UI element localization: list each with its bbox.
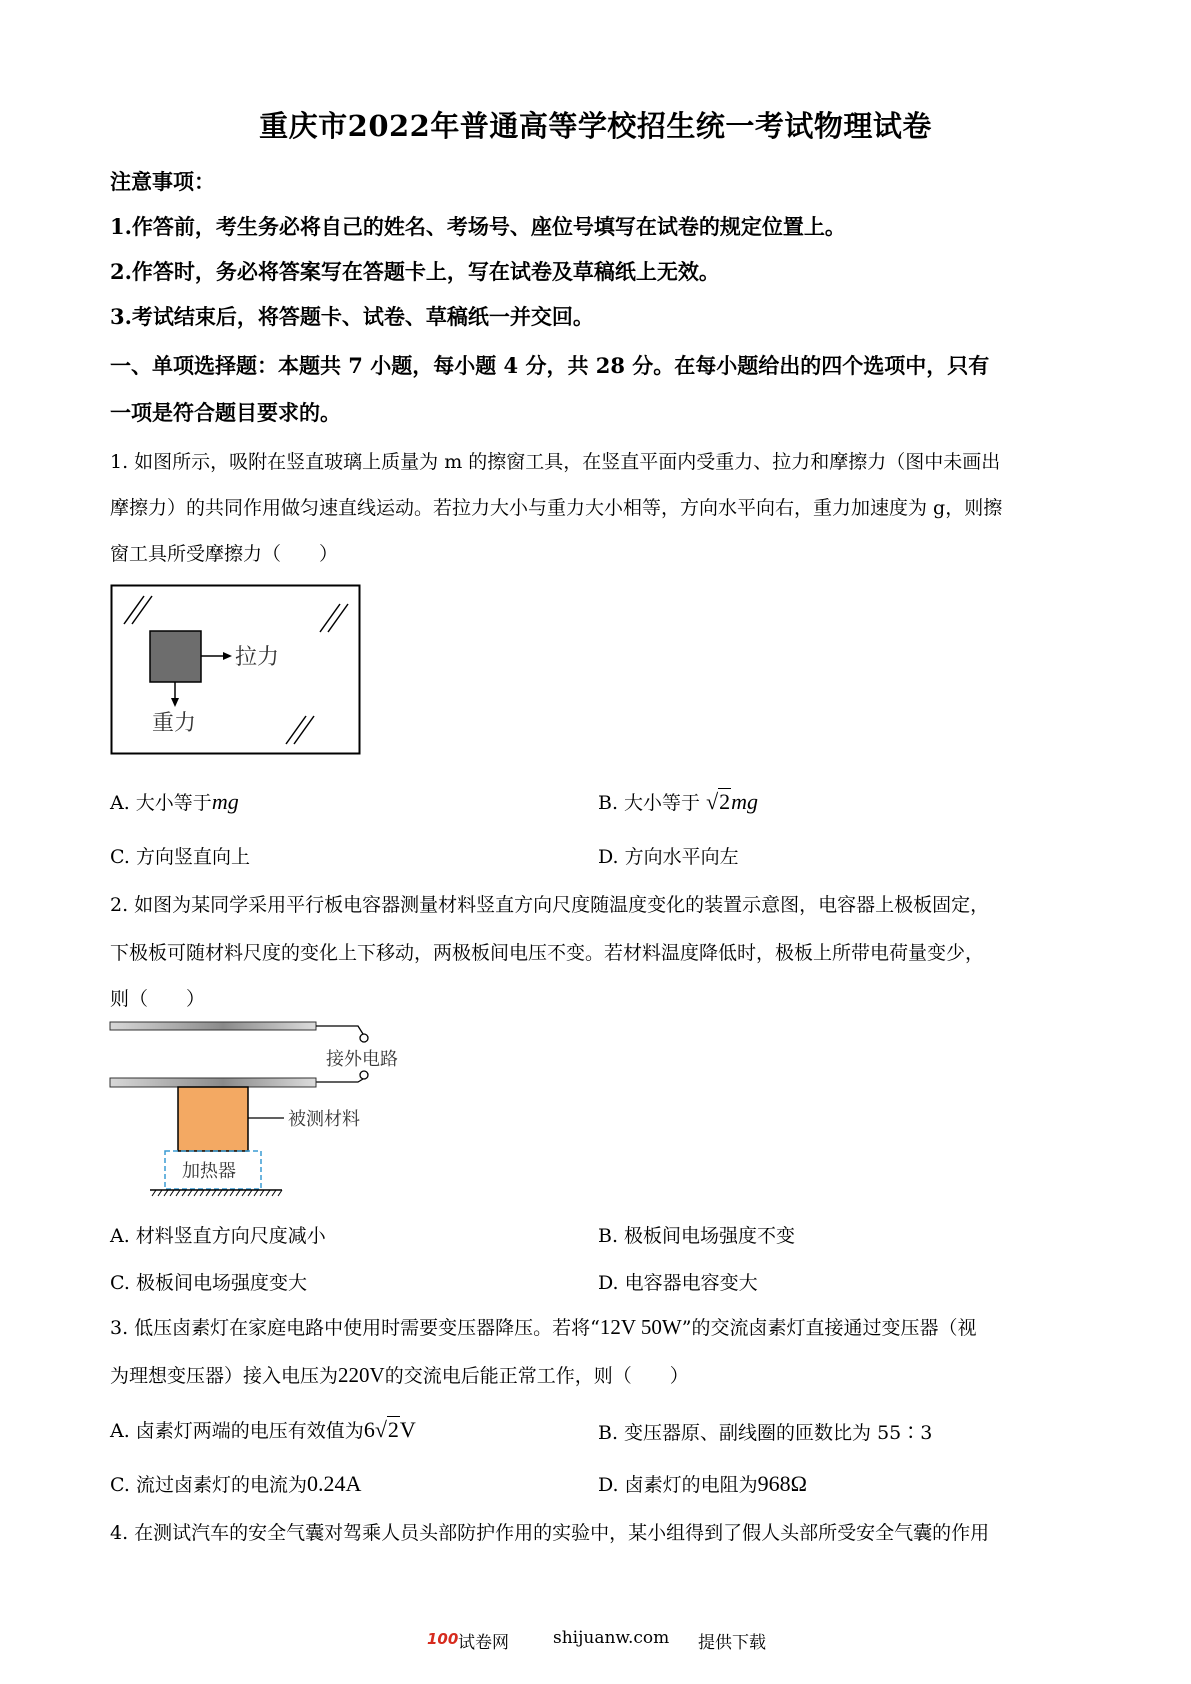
lower-lead-wire [316, 1079, 363, 1082]
q2-text-line-3: 则（ ） [110, 988, 206, 1010]
q2-text-line-2: 下极板可随材料尺度的变化上下移动，两极板间电压不变。若材料温度降低时，极板上所带电荷量变少， [110, 942, 985, 964]
q1-option-a [110, 788, 239, 815]
q3-option-c-value: 0.24A [306, 1471, 362, 1496]
option-a-math: mg [211, 789, 239, 814]
option-b-text: B. 大小等于 [598, 792, 701, 814]
window-cleaner-block [150, 631, 201, 682]
measured-material [178, 1087, 248, 1151]
q3-text-line-1 [110, 1313, 976, 1340]
q2-option-a: A. 材料竖直方向尺度减小 [110, 1225, 326, 1247]
q1-text-line-2: 摩擦力）的共同作用做匀速直线运动。若拉力大小与重力大小相等，方向水平向右，重力加速度为 g，则擦 [110, 497, 1003, 519]
footer-note: 提供下载 [698, 1633, 766, 1653]
option-b-math: mg [731, 789, 759, 814]
notice-item-2: 2.作答时，务必将答案写在答题卡上，写在试卷及草稿纸上无效。 [110, 259, 720, 284]
q3-option-c-text: C. 流过卤素灯的电流为 [110, 1474, 307, 1496]
page-footer [0, 1628, 1191, 1658]
sqrt-radicand: 2 [387, 1417, 399, 1442]
q3-option-c [110, 1470, 361, 1497]
notice-heading: 注意事项： [110, 169, 215, 194]
q2-option-d: D. 电容器电容变大 [598, 1272, 758, 1294]
site-name: 试卷网 [458, 1633, 509, 1653]
site-logo: 100 [427, 1630, 459, 1648]
q3-option-a-coef: 6 [363, 1417, 375, 1442]
q1-option-b [598, 788, 758, 815]
q2-option-c: C. 极板间电场强度变大 [110, 1272, 307, 1294]
sqrt-sign: √ [706, 789, 719, 814]
pull-label: 拉力 [235, 645, 280, 670]
section-heading-line-2: 一项是符合题目要求的。 [110, 400, 341, 425]
q3-lamp-rating: 12V 50W [599, 1315, 682, 1339]
circuit-label: 接外电路 [326, 1049, 398, 1070]
q2-figure-capacitor [108, 1018, 418, 1204]
q3-line1-c: ”的交流卤素灯直接通过变压器（视 [681, 1317, 977, 1339]
q4-text-line-1: 4. 在测试汽车的安全气囊对驾乘人员头部防护作用的实验中，某小组得到了假人头部所受安全气囊的作用 [110, 1522, 990, 1544]
sqrt-radicand: 2 [719, 789, 731, 814]
q3-line1-a: 3. 低压卤素灯在家庭电路中使用时需要变压器降压。若将“ [110, 1317, 600, 1339]
material-label: 被测材料 [288, 1109, 360, 1130]
q3-option-d-value: 968Ω [757, 1471, 807, 1496]
q3-text-line-2 [110, 1361, 689, 1388]
q1-text-line-3: 窗工具所受摩擦力（ ） [110, 543, 339, 565]
q3-option-a-text: A. 卤素灯两端的电压有效值为 [110, 1420, 364, 1442]
option-a-text: A. 大小等于 [110, 792, 212, 814]
gravity-label: 重力 [152, 711, 197, 736]
q1-option-d: D. 方向水平向左 [598, 846, 739, 868]
q3-voltage: 220V [338, 1363, 385, 1387]
gravity-arrow-head [171, 698, 179, 707]
upper-plate [110, 1022, 316, 1030]
notice-item-3: 3.考试结束后，将答题卡、试卷、草稿纸一并交回。 [110, 304, 594, 329]
lower-terminal [360, 1071, 368, 1079]
section-heading-line-1: 一、单项选择题：本题共 7 小题，每小题 4 分，共 28 分。在每小题给出的四个选项中，只有 [110, 353, 990, 378]
upper-terminal [360, 1034, 368, 1042]
page-title: 重庆市2022年普通高等学校招生统一考试物理试卷 [259, 109, 932, 143]
q3-option-a [110, 1416, 416, 1443]
q3-option-d [598, 1470, 807, 1497]
heater-label: 加热器 [182, 1161, 236, 1182]
q3-option-b: B. 变压器原、副线圈的匝数比为 55∶3 [598, 1422, 933, 1444]
q1-figure-window [110, 584, 362, 756]
sqrt-sign: √ [374, 1417, 387, 1442]
q3-line2-a: 为理想变压器）接入电压为 [110, 1365, 339, 1387]
q1-text-line-1: 1. 如图所示，吸附在竖直玻璃上质量为 m 的擦窗工具，在竖直平面内受重力、拉力和摩擦力（图中未画出 [110, 451, 1001, 473]
lower-plate [110, 1078, 316, 1087]
q2-option-b: B. 极板间电场强度不变 [598, 1225, 796, 1247]
q3-line2-c: 的交流电后能正常工作，则（ ） [384, 1365, 689, 1387]
notice-item-1: 1.作答前，考生务必将自己的姓名、考场号、座位号填写在试卷的规定位置上。 [110, 214, 846, 239]
q1-option-c: C. 方向竖直向上 [110, 846, 250, 868]
site-domain-link[interactable]: shijuanw.com [553, 1628, 670, 1648]
pull-arrow-head [223, 652, 232, 660]
q2-text-line-1: 2. 如图为某同学采用平行板电容器测量材料竖直方向尺度随温度变化的装置示意图，电容器上极板固定， [110, 894, 990, 916]
q3-option-d-text: D. 卤素灯的电阻为 [598, 1474, 758, 1496]
q3-option-a-unit: V [399, 1417, 416, 1442]
ground-hatching [152, 1190, 282, 1196]
upper-lead-wire [316, 1026, 363, 1034]
